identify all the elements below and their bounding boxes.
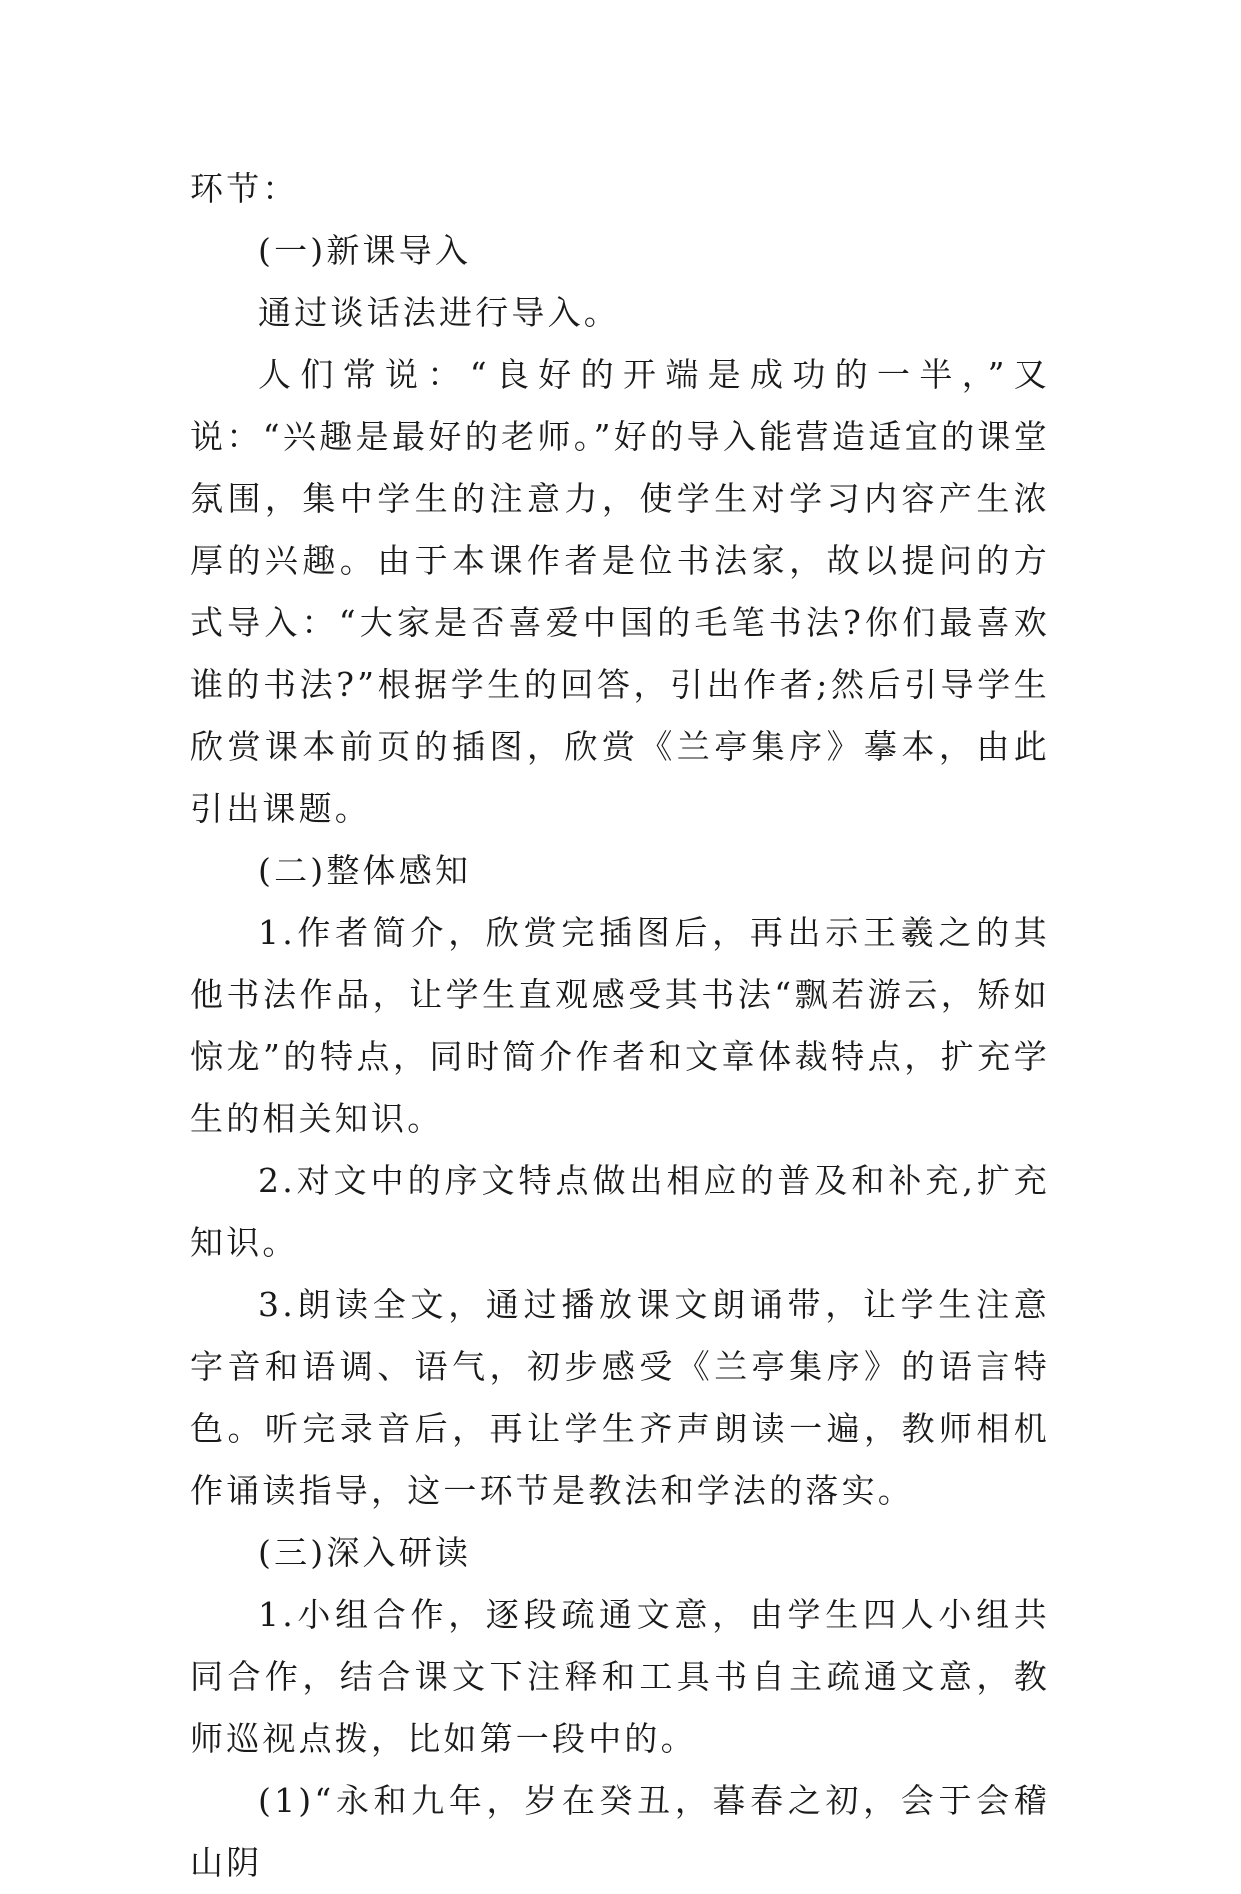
document-body — [190, 158, 1050, 1894]
paragraph-quote-start: (1)“永和九年，岁在癸丑，暮春之初，会于会稽山阴 — [190, 1781, 1050, 1882]
paragraph-intro-method: 通过谈话法进行导入。 — [258, 293, 620, 332]
paragraph-group-work: 1.小组合作，逐段疏通文意，由学生四人小组共同合作，结合课文下注释和工具书自主疏通文意，教师巡视点拨，比如第一段中的。 — [190, 1595, 1050, 1758]
paragraph-section-lead: 环节： — [190, 169, 299, 208]
heading-overall-perception: (二)整体感知 — [258, 851, 472, 890]
paragraph-intro-detail: 人们常说：“良好的开端是成功的一半，”又说：“兴趣是最好的老师。”好的导入能营造适宜的课堂氛围，集中学生的注意力，使学生对学习内容产生浓厚的兴趣。由于本课作者是位书法家，故以提问的方式导入：“大家是否喜爱中国的毛笔书法?你们最喜欢谁的书法?”根据学生的回答，引出作者;然后引导学生欣赏课本前页的插图，欣赏《兰亭集序》摹本，由此引出课题。 — [190, 355, 1050, 828]
paragraph-author-intro: 1.作者简介，欣赏完插图后，再出示王羲之的其他书法作品，让学生直观感受其书法“飘若游云，矫如惊龙”的特点，同时简介作者和文章体裁特点，扩充学生的相关知识。 — [190, 913, 1050, 1138]
paragraph-read-aloud: 3.朗读全文，通过播放课文朗诵带，让学生注意字音和语调、语气，初步感受《兰亭集序》的语言特色。听完录音后，再让学生齐声朗读一遍，教师相机作诵读指导，这一环节是教法和学法的落实。 — [190, 1285, 1050, 1510]
heading-new-lesson-intro: (一)新课导入 — [258, 231, 472, 270]
heading-deep-study: (三)深入研读 — [258, 1533, 472, 1572]
paragraph-preface-features: 2.对文中的序文特点做出相应的普及和补充,扩充知识。 — [190, 1161, 1050, 1262]
